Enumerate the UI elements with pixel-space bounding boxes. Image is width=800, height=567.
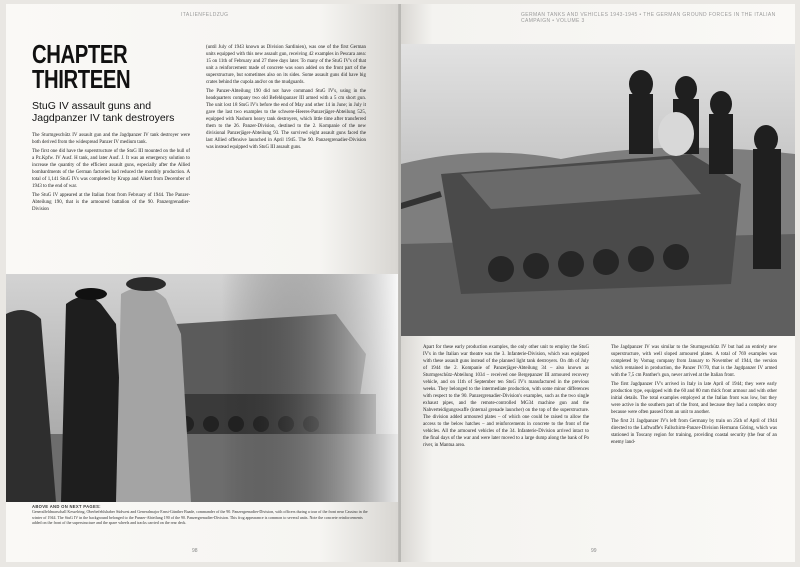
- paragraph: The Jagdpanzer IV was similar to the Sturmgeschütz IV but had an entirely new superstructure, with well sloped armoured plates. A total of 769 examples was completed by Vomag company from January to November of 1944, the version which remained in production, the Panzer IV/70, that is the Jagdpanzer IV armed with the 7,5 cm Panther's gun, never arrived at the Italian front.: [611, 345, 777, 378]
- right-page: [401, 4, 795, 562]
- left-page-number: 98: [192, 548, 198, 554]
- stug-with-crew-photo: [401, 44, 795, 336]
- chapter-title-line-1: CHAPTER: [32, 39, 128, 69]
- chapter-title: [32, 39, 131, 94]
- paragraph: (until July of 1943 known as Division Sardinien), was one of the first German units equipped with this new assault gun, receiving 42 examples in Pescara area: 15 on 11th of February and 27 three days later. To many of the StuG IV's of that unit a reinforcement made of concrete was soon added on the front part of the superstructure, but sometimes also on its sides. Some assault guns did have big crates behind the cupola and/or on the mudguards.: [206, 45, 366, 85]
- chapter-subtitle: StuG IV assault guns and Jagdpanzer IV tank destroyers: [32, 100, 175, 124]
- right-text-column-2: [611, 344, 777, 544]
- left-page: [6, 4, 398, 562]
- officers-and-stug-photo: [6, 274, 398, 502]
- left-text-column-1: [32, 132, 190, 274]
- right-text-column-1: [423, 344, 589, 544]
- officers-photo-image: [6, 274, 398, 502]
- paragraph: The first one did have the superstructure of the StuG III mounted on the hull of a Pz.Kpfw. IV Ausf. H tank, and later Ausf. J. It was an emergency solution to increase the quantity of the efficient assault guns, especially after the Allied bombardments of the German factories had reduced the monthly production. A total of 1,141 StuG IVs was completed by Krupp and Alkett from December of 1943 to the end of war.: [32, 149, 190, 189]
- left-text-column-2: [206, 44, 366, 264]
- caption-heading: ABOVE AND ON NEXT PAGES:: [32, 504, 101, 509]
- photo-caption: [32, 504, 372, 526]
- paragraph: The first Jagdpanzer IV's arrived in Italy in late April of 1944; they were early production type, equipped with the 60 and 80 mm thick front armour and with other initial details. The total examples employed at the Italian front was low, but they were active in the southern part of the front, and because they had a complex story because were often passed from an unit to another.: [611, 382, 777, 415]
- paragraph: The Panzer-Abteilung 190 did not have command StuG IV's, using in the headquarters company two old Befehlspanzer III armed with a 5 cm short gun. The unit lost 18 StuG IV's before the end of May and other 14 in June; in July it gave the last two examples to the schwere-Heeres-Panzerjäger-Abteilung 525, equipped with Nashorn heavy tank destroyers, which little time after transferred them to the 26. Panzer-Division, destined to the 2. Kompanie of the new divisional Panzerjäger-Abteilung 93. The survived eight assault guns faced the last Allied offensive launched in April 1945. The 90. Panzergrenadier-Division was instead equipped with StuG III assault guns.: [206, 89, 366, 150]
- chapter-title-line-2: THIRTEEN: [32, 64, 131, 94]
- paragraph: Apart for these early production examples, the only other unit to employ the StuG IV's in the Italian war theatre was the 3. Infanterie-Division, which was equipped with these assault guns instead of the planned light tank destroyers. On 4th of July of 1944 the 2. Kompanie of Panzerjäger-Abteilung 34 – also known as Sturmgeschütz-Abteilung 1034 – received one Bergepanzer III armoured recovery vehicle, and on 11th of September ten StuG IV's manufactured in the previous weeks. They belonged to the intermediate production, with some minor differences with respect to the 90. Panzergrenadier-Division's examples, such as the two single exhaust pipes, and the remote-controlled MG34 machine gun and the Nahverteidigungswaffe (internal grenade launcher) on the top of the superstructure. The division added armoured plates – of which one could be raised to allow the access to the below hatches – and reinforcements in concrete to the front of the vehicles. All the armoured vehicles of the 34. Infanterie-Division arrived intact to the final days of the war and were later moved to a large dump along the bank of Po river, in Mantua area.: [423, 345, 589, 448]
- caption-text: Generalfeldmarschall Kesselring, Oberbefehlshaber Südwest and Generalmajor Ernst-Günther Baade, commander of the 90. Panzergrenadier-Division, with officers during a tour of the front near Cassino in the winter of 1944. The StuG IV in the background belonged to the Panzer-Abteilung 190 of the 90. Panzergrenadier-Division. This frog appearance is common to several units. Note the concrete reinforcements added on the front of the superstructure and the spare wheels and tracks carried on the rear deck.: [32, 509, 368, 526]
- right-running-head: GERMAN TANKS AND VEHICLES 1943-1945 • THE GERMAN GROUND FORCES IN THE ITALIAN CAMPAIGN • VOLUME 3: [521, 12, 776, 24]
- left-running-head: ITALIENFELDZUG: [181, 12, 229, 18]
- paragraph: The first 21 Jagdpanzer IV's left from Germany by train on 25th of April of 1944 directed to the Luftwaffe's Fallschirm-Panzer-Division Hermann Göring, which was stationed in Toscany region for training, providing coastal security (the fear of an enemy land-: [611, 419, 777, 445]
- right-page-number: 99: [591, 548, 597, 554]
- paragraph: The StuG IV appeared at the Italian front from February of 1944. The Panzer-Abteilung 190, that is the armoured battalion of the 90. Panzergrenadier-Division: [32, 193, 190, 212]
- paragraph: The Sturmgeschütz IV assault gun and the Jagdpanzer IV tank destroyer were both derived from the widespread Panzer IV medium tank.: [32, 133, 190, 145]
- stug-photo-image: [401, 44, 795, 336]
